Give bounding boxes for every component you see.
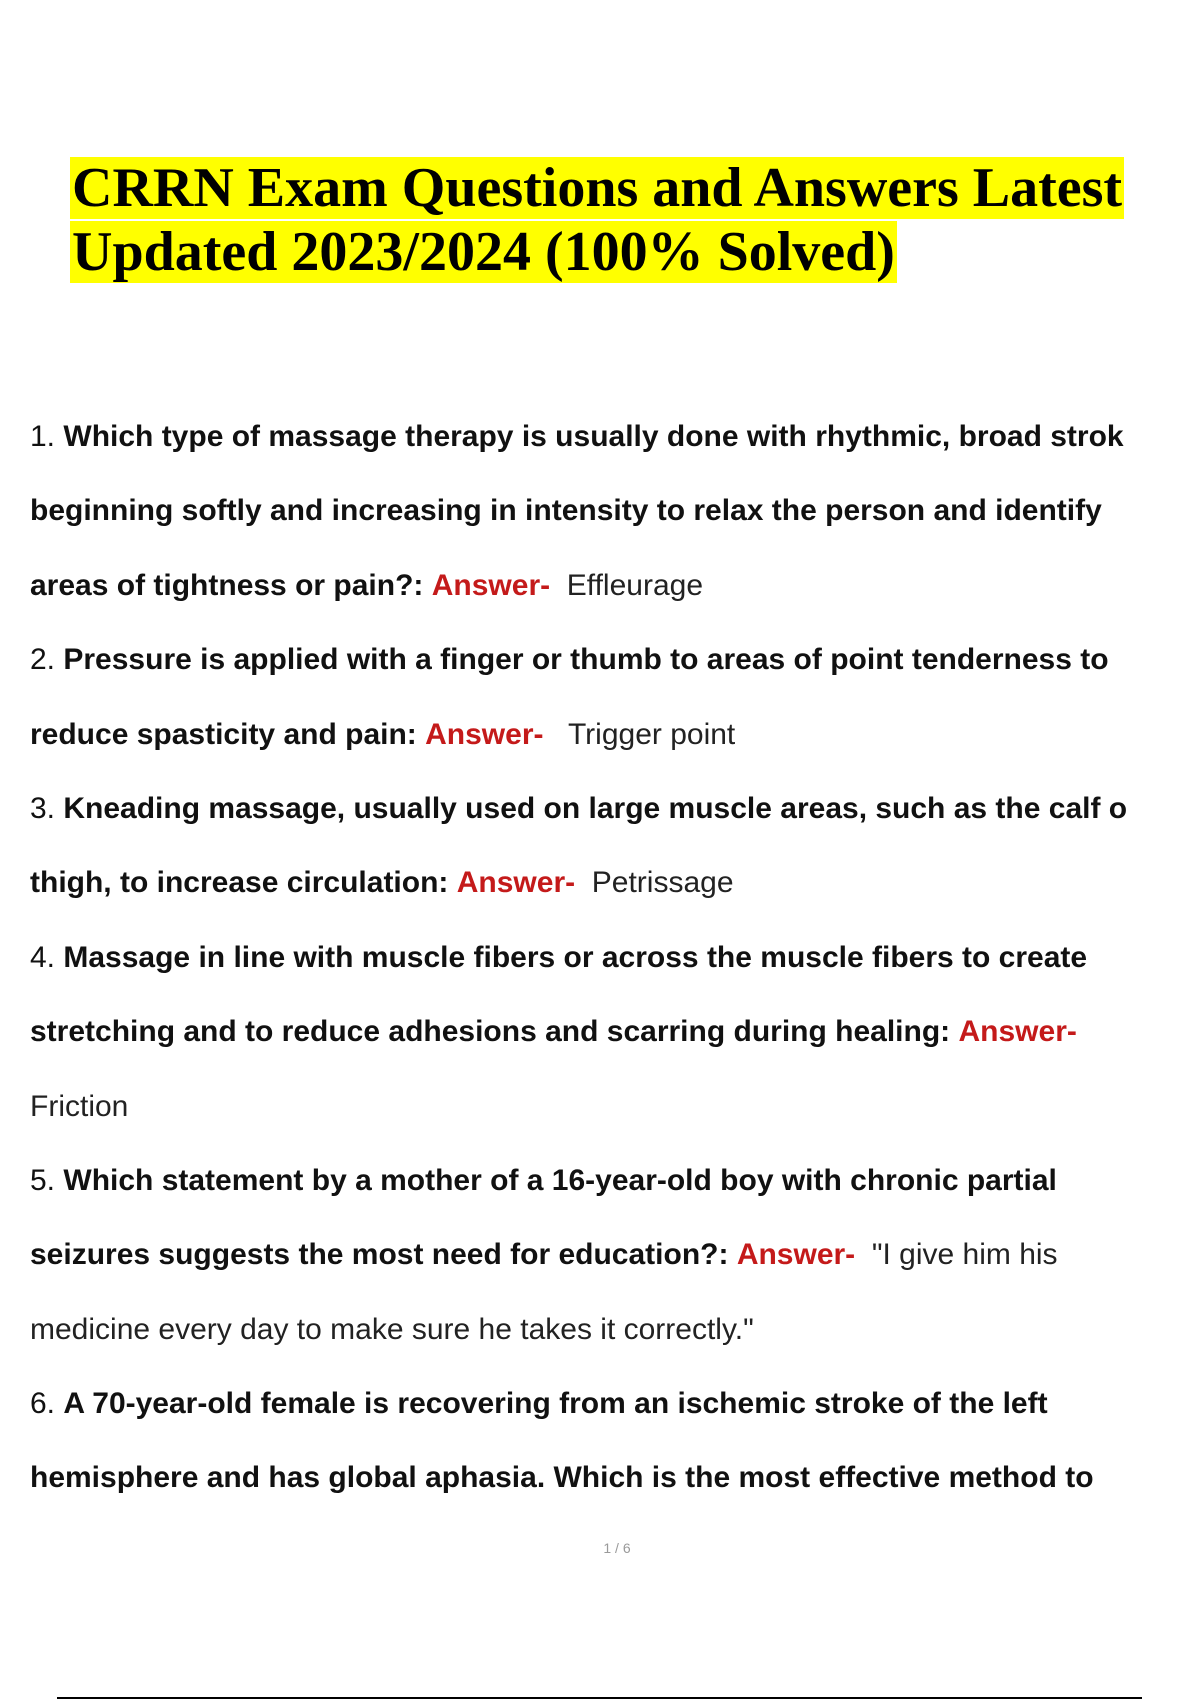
answer-text: Trigger point xyxy=(567,717,736,751)
question-1-line-2 xyxy=(30,474,1200,548)
question-4-line-3 xyxy=(30,1070,1200,1144)
question-5-line-1 xyxy=(30,1144,1200,1218)
question-text: Pressure is applied with a finger or thumb to areas of point tenderness to xyxy=(63,643,1109,677)
answer-text: medicine every day to make sure he takes it correctly." xyxy=(30,1312,754,1346)
title-line-2 xyxy=(70,220,1124,284)
question-text: thigh, to increase circulation: xyxy=(30,866,449,900)
question-number: 3. xyxy=(30,791,56,825)
answer-text: Friction xyxy=(30,1089,129,1123)
question-text: Which statement by a mother of a 16-year-old boy with chronic partial xyxy=(63,1163,1057,1197)
bottom-divider xyxy=(57,1697,1142,1699)
answer-label: Answer- xyxy=(431,568,551,602)
question-text: Which type of massage therapy is usually done with rhythmic, broad strok xyxy=(63,420,1124,453)
title-line-1 xyxy=(70,156,1124,220)
answer-text: "I give him his xyxy=(871,1238,1058,1272)
question-5-line-3 xyxy=(30,1293,1200,1367)
answer-label: Answer- xyxy=(736,1238,856,1272)
question-text: stretching and to reduce adhesions and scarring during healing: xyxy=(30,1015,951,1049)
document-title xyxy=(70,156,1124,284)
question-5-line-2 xyxy=(30,1218,1200,1292)
answer-label: Answer- xyxy=(958,1015,1077,1049)
question-1-line-3 xyxy=(30,549,1200,623)
question-number: 6. xyxy=(30,1387,56,1421)
question-6-line-1 xyxy=(30,1367,1200,1441)
question-4-line-1 xyxy=(30,921,1200,995)
question-text: reduce spasticity and pain: xyxy=(30,717,417,751)
question-text: A 70-year-old female is recovering from an ischemic stroke of the left xyxy=(63,1387,1048,1421)
title-highlight-1: CRRN Exam Questions and Answers Latest xyxy=(72,157,1123,219)
title-highlight-2: Updated 2023/2024 (100% Solved) xyxy=(72,221,895,283)
question-text: Massage in line with muscle fibers or across the muscle fibers to create xyxy=(63,940,1088,974)
answer-text: Effleurage xyxy=(566,568,703,602)
question-3-line-1 xyxy=(30,772,1200,846)
answer-label: Answer- xyxy=(425,717,544,751)
question-3-line-2 xyxy=(30,846,1200,920)
question-text: seizures suggests the most need for education?: xyxy=(30,1238,729,1272)
question-number: 5. xyxy=(30,1163,56,1197)
question-text: areas of tightness or pain?: xyxy=(30,568,424,602)
question-text: Kneading massage, usually used on large muscle areas, such as the calf o xyxy=(63,791,1128,825)
question-number: 2. xyxy=(30,643,56,677)
question-2-line-2 xyxy=(30,698,1200,772)
question-text: beginning softly and increasing in intensity to relax the person and identify xyxy=(30,494,1102,528)
question-6-line-2 xyxy=(30,1441,1200,1515)
question-list xyxy=(30,400,1200,1516)
answer-label: Answer- xyxy=(456,866,576,900)
question-text: hemisphere and has global aphasia. Which is the most effective method to xyxy=(30,1461,1094,1495)
question-4-line-2 xyxy=(30,995,1200,1069)
question-number: 4. xyxy=(30,940,56,974)
question-number: 1. xyxy=(30,420,56,453)
answer-text: Petrissage xyxy=(591,866,734,900)
question-2-line-1 xyxy=(30,623,1200,697)
page-indicator: 1 / 6 xyxy=(603,1540,631,1556)
question-1-line-1 xyxy=(30,400,1200,474)
